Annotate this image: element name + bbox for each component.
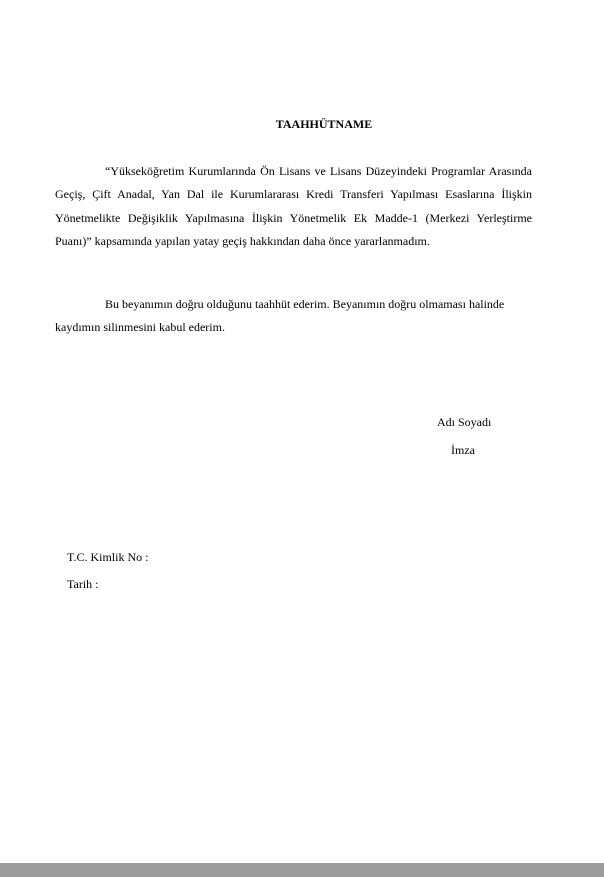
signature-sign-label: İmza: [451, 443, 475, 457]
date-label: Tarih :: [67, 577, 99, 591]
tc-id-label: T.C. Kimlik No :: [67, 550, 149, 564]
declaration-paragraph: Bu beyanımın doğru olduğunu taahhüt ederim. Beyanımın doğru olmaması halinde kaydımın silinmesini kabul ederim.: [55, 297, 505, 335]
document-title: TAAHHÜTNAME: [275, 117, 373, 131]
signature-name-label: Adı Soyadı: [437, 415, 492, 429]
viewer-bottom-bar: [0, 863, 604, 877]
commitment-paragraph: “Yükseköğretim Kurumlarında Ön Lisans ve Lisans Düzeyindeki Programlar Arasında Geçiş, Çift Anadal, Yan Dal ile Kurumlararası Kredi Transferi Yapılması Esaslarına İlişkin Yönetmelikte Değişiklik Yapılmasına İlişkin Yönetmelik Ek Madde-1 (Merkezi Yerleştirme Puanı)” kapsamında yapılan yatay geçiş hakkından daha önce yararlanmadım.: [55, 164, 532, 248]
